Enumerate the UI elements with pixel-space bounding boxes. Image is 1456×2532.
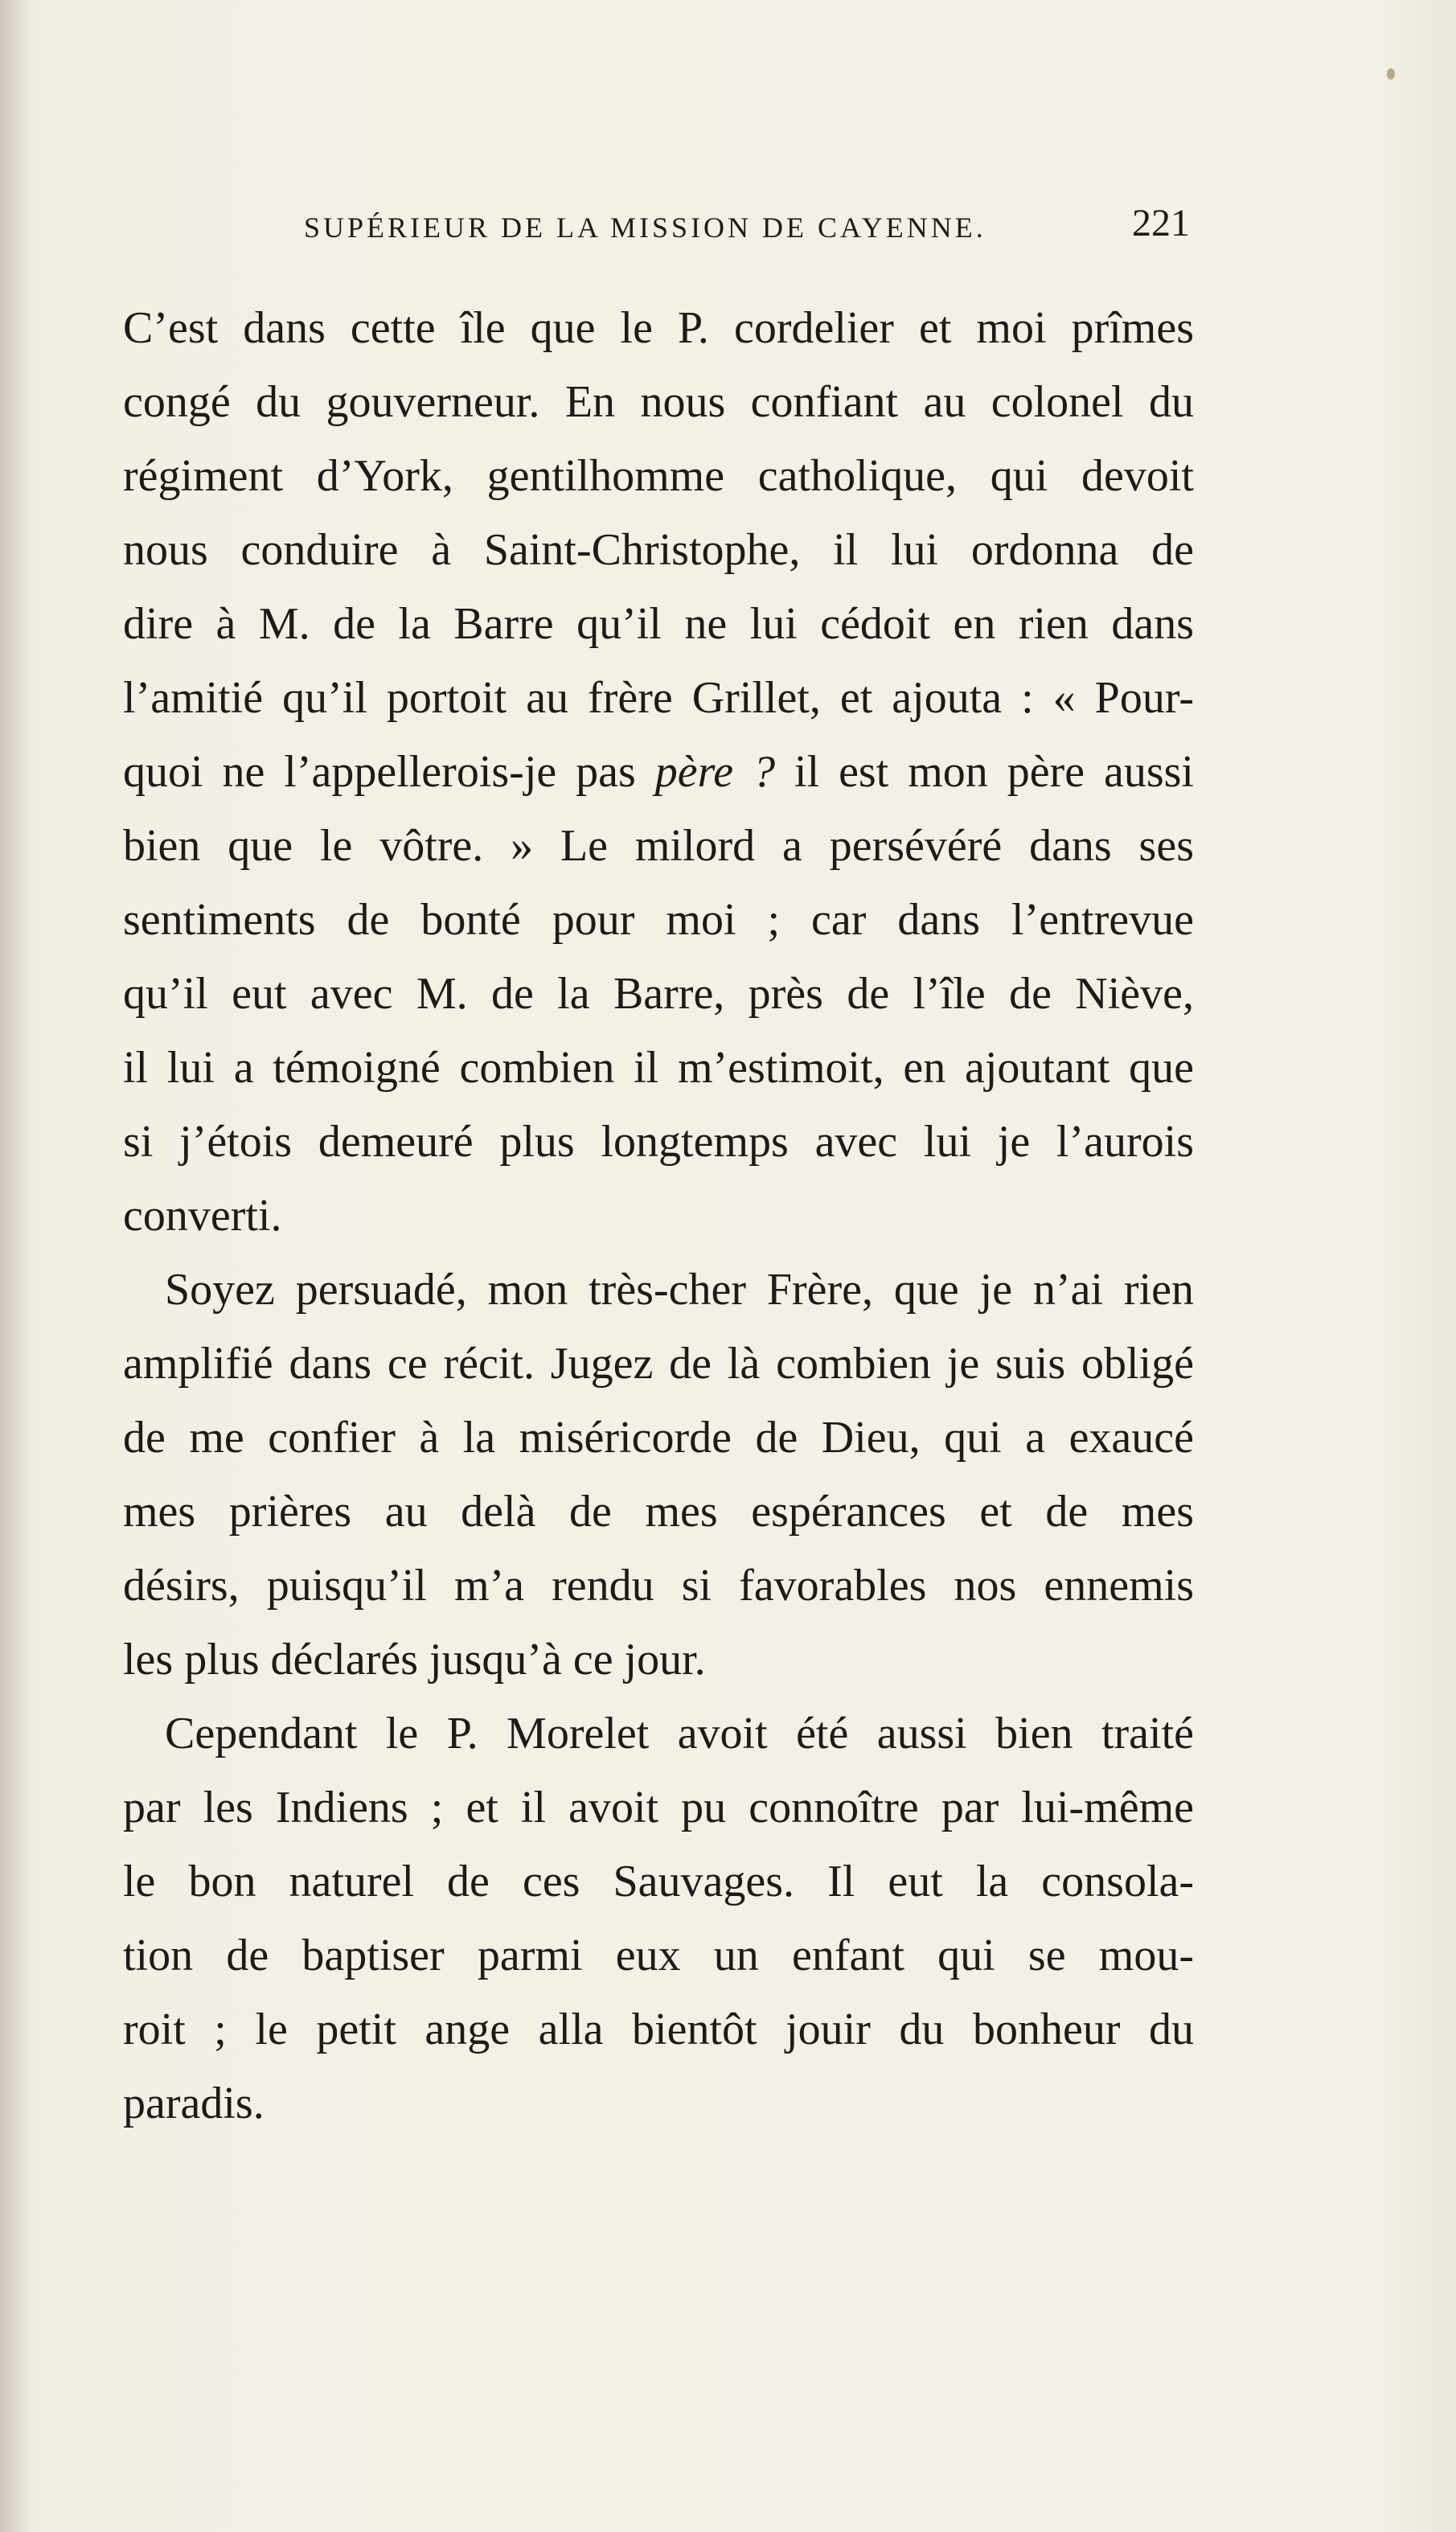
text-line	[123, 735, 1194, 809]
text-line: par les Indiens ; et il avoit pu connoître par lui-même	[123, 1783, 1194, 1832]
text-line: il lui a témoigné combien il m’estimoit, en ajoutant que	[123, 1043, 1194, 1093]
paper-speck	[1387, 68, 1395, 80]
text-line: dire à M. de la Barre qu’il ne lui cédoit en rien dans	[123, 599, 1194, 649]
text-segment: quoi ne l’appellerois-je pas	[123, 747, 655, 797]
text-line: le bon naturel de ces Sauvages. Il eut la consola-	[123, 1857, 1194, 1906]
text-line: roit ; le petit ange alla bientôt jouir du bonheur du	[123, 2005, 1194, 2054]
text-line: les plus déclarés jusqu’à ce jour.	[123, 1635, 706, 1685]
text-line: congé du gouverneur. En nous confiant au colonel du	[123, 377, 1194, 427]
binding-shadow	[0, 0, 32, 2532]
text-line: qu’il eut avec M. de la Barre, près de l’île de Niève,	[123, 969, 1194, 1019]
text-line: Cependant le P. Morelet avoit été aussi bien traité	[165, 1709, 1194, 1758]
text-line: régiment d’York, gentilhomme catholique, qui devoit	[123, 451, 1194, 501]
text-line: tion de baptiser parmi eux un enfant qui se mou-	[123, 1931, 1194, 1980]
text-line: paradis.	[123, 2079, 265, 2128]
text-line: désirs, puisqu’il m’a rendu si favorables nos ennemis	[123, 1561, 1194, 1611]
text-line: C’est dans cette île que le P. cordelier et moi prîmes	[123, 303, 1194, 353]
text-line: mes prières au delà de mes espérances et de mes	[123, 1487, 1194, 1537]
text-line: nous conduire à Saint-Christophe, il lui ordonna de	[123, 525, 1194, 575]
text-segment: il est mon père aussi	[775, 747, 1194, 797]
running-head	[121, 201, 1190, 257]
text-line: bien que le vôtre. » Le milord a persévéré dans ses	[123, 821, 1194, 871]
italic-word: père ?	[654, 747, 776, 797]
body-text	[123, 291, 1194, 2140]
text-line: sentiments de bonté pour moi ; car dans l’entrevue	[123, 895, 1194, 945]
text-line: converti.	[123, 1191, 282, 1241]
text-line: de me confier à la miséricorde de Dieu, qui a exaucé	[123, 1413, 1194, 1463]
page-number: 221	[1132, 202, 1190, 244]
running-title: SUPÉRIEUR DE LA MISSION DE CAYENNE.	[304, 211, 986, 244]
text-line: si j’étois demeuré plus longtemps avec lui je l’aurois	[123, 1117, 1194, 1167]
text-line: l’amitié qu’il portoit au frère Grillet, et ajouta : « Pour-	[123, 673, 1194, 723]
text-line: amplifié dans ce récit. Jugez de là combien je suis obligé	[123, 1339, 1194, 1389]
text-line: Soyez persuadé, mon très-cher Frère, que je n’ai rien	[165, 1265, 1194, 1315]
